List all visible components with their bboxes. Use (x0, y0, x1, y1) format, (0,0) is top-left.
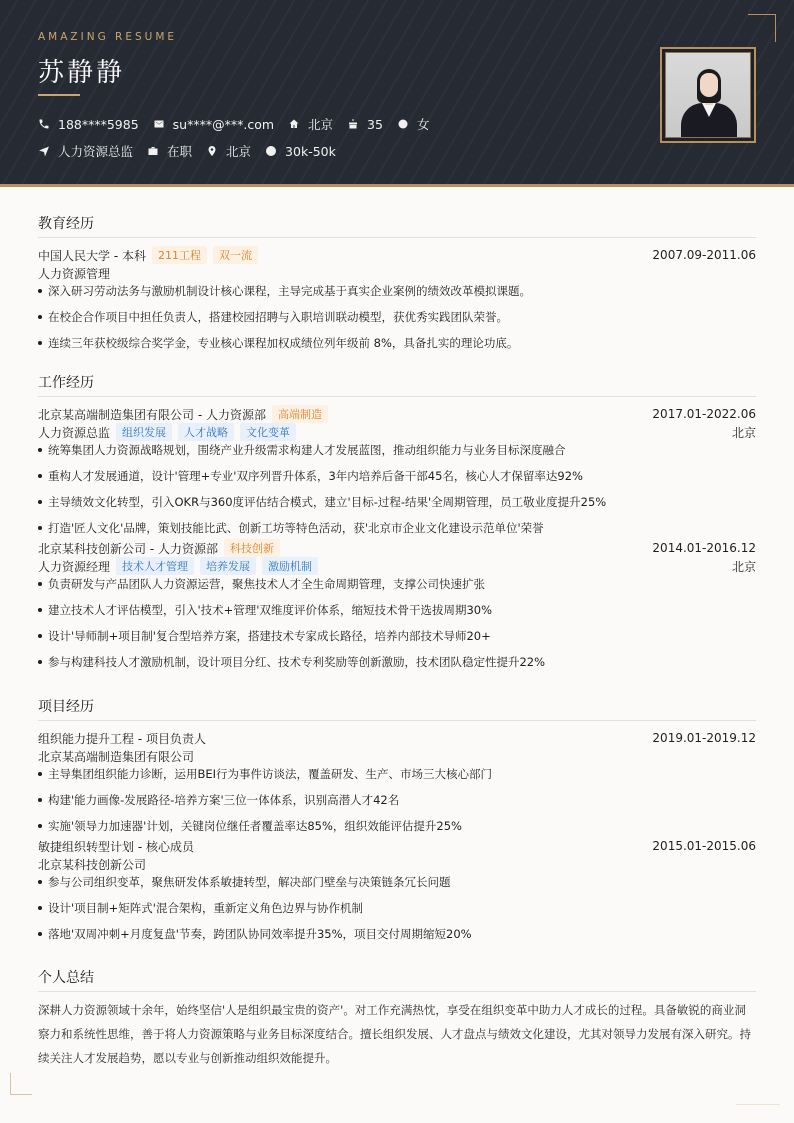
header-gold-line (0, 184, 794, 187)
phone-item: 188****5985 (38, 117, 139, 132)
project-company-row (38, 747, 756, 765)
list-item: 主导绩效文化转型，引入OKR与360度评估结合模式，建立'目标-过程-结果'全周期管理，员工敬业度提升25% (38, 493, 756, 519)
brand-text: AMAZING RESUME (38, 31, 178, 43)
target-position-item: 人力资源总监 (38, 142, 133, 160)
school-name: 中国人民大学 - 本科 (38, 248, 146, 263)
section-title: 个人总结 (38, 967, 756, 992)
mail-icon (153, 118, 165, 130)
email-item: su****@***.com (153, 117, 274, 132)
list-item: 主导集团组织能力诊断，运用BEI行为事件访谈法，覆盖研发、生产、市场三大核心部门 (38, 765, 756, 791)
location-icon (206, 145, 218, 157)
name-underline (38, 94, 80, 96)
projects-section (38, 696, 756, 951)
corner-decoration-bottom-right (736, 1104, 780, 1105)
section-title: 工作经历 (38, 372, 756, 397)
summary-text: 深耕人力资源领域十余年，始终坚信'人是组织最宝贵的资产'。对工作充满热忱，享受在组织变革中助力人才成长的过程。具备敏锐的商业洞察力和系统性思维，善于将人力资源策略与业务目标深度结合。擅长组织发展、人才盘点与绩效文化建设，尤其对领导力发展有深入研究。持续关注人才发展趋势，愿以专业与创新推动组织效能提升。 (38, 1003, 751, 1065)
phone-icon (38, 118, 50, 130)
company-name: 北京某科技创新公司 - 人力资源部 (38, 541, 218, 556)
job-position-row (38, 423, 756, 441)
salary-item: 30k-50k (265, 144, 336, 159)
contact-row (38, 115, 443, 133)
list-item: 在校企合作项目中担任负责人，搭建校园招聘与入职培训联动模型，获优秀实践团队荣誉。 (38, 308, 756, 334)
major: 人力资源管理 (38, 266, 111, 281)
candidate-name: 苏静静 (38, 58, 126, 88)
project-date: 2019.01-2019.12 (652, 731, 756, 745)
work-section (38, 372, 756, 679)
job-position-row (38, 557, 756, 575)
job-entry-header (38, 405, 756, 423)
cake-icon (347, 118, 359, 130)
education-bullets (38, 282, 756, 360)
status-item: 在职 (147, 142, 192, 160)
list-item: 设计'项目制+矩阵式'混合架构，重新定义角色边界与协作机制 (38, 899, 756, 925)
job-intent-row (38, 142, 350, 160)
education-date: 2007.09-2011.06 (652, 248, 756, 262)
list-item: 统筹集团人力资源战略规划，围绕产业升级需求构建人才发展蓝图，推动组织能力与业务目标深度融合 (38, 441, 756, 467)
project-bullets (38, 873, 756, 951)
profile-photo-frame (660, 47, 756, 143)
send-icon (38, 145, 50, 157)
job-city: 北京 (731, 425, 756, 440)
list-item: 实施'领导力加速器'计划，关键岗位继任者覆盖率达85%，组织效能评估提升25% (38, 817, 756, 837)
project-company: 北京某科技创新公司 (38, 857, 147, 872)
company-name: 北京某高端制造集团有限公司 - 人力资源部 (38, 407, 266, 422)
home-icon (288, 118, 300, 130)
list-item: 参与构建科技人才激励机制，设计项目分红、技术专利奖励等创新激励，技术团队稳定性提升22% (38, 653, 756, 679)
education-major-row (38, 264, 756, 282)
school-tag: 双一流 (213, 246, 258, 264)
project-company: 北京某高端制造集团有限公司 (38, 749, 195, 764)
industry-tag: 高端制造 (272, 405, 328, 423)
skill-tag: 组织发展 (116, 423, 172, 441)
target-city-item: 北京 (206, 142, 251, 160)
list-item: 负责研发与产品团队人力资源运营，聚焦技术人才全生命周期管理，支撑公司快速扩张 (38, 575, 756, 601)
project-name: 组织能力提升工程 - 项目负责人 (38, 731, 206, 746)
list-item: 构建'能力画像-发展路径-培养方案'三位一体体系，识别高潜人才42名 (38, 791, 756, 817)
project-company-row (38, 855, 756, 873)
list-item: 打造'匠人文化'品牌，策划技能比武、创新工坊等特色活动，获'北京市企业文化建设示范单位'荣誉 (38, 519, 756, 537)
summary-section (38, 967, 756, 1070)
briefcase-icon (147, 145, 159, 157)
hometown-item: 北京 (288, 115, 333, 133)
list-item: 设计'导师制+项目制'复合型培养方案，搭建技术专家成长路径，培养内部技术导师20+ (38, 627, 756, 653)
project-entry-header (38, 837, 756, 855)
skill-tag: 技术人才管理 (116, 557, 194, 575)
education-section (38, 213, 756, 360)
education-entry-header (38, 246, 756, 264)
job-date: 2017.01-2022.06 (652, 407, 756, 421)
project-name: 敏捷组织转型计划 - 核心成员 (38, 839, 194, 854)
project-date: 2015.01-2015.06 (652, 839, 756, 853)
job-position: 人力资源经理 (38, 559, 111, 574)
skill-tag: 人才战略 (178, 423, 234, 441)
money-icon (265, 145, 277, 157)
project-bullets (38, 765, 756, 837)
list-item: 连续三年获校级综合奖学金，专业核心课程加权成绩位列年级前 8%，具备扎实的理论功底。 (38, 334, 756, 360)
school-tag: 211工程 (152, 246, 207, 264)
job-bullets (38, 441, 756, 537)
profile-photo (665, 52, 751, 138)
job-bullets (38, 575, 756, 679)
list-item: 重构人才发展通道，设计'管理+专业'双序列晋升体系，3年内培养后备干部45名，核心人才保留率达92% (38, 467, 756, 493)
project-entry-header (38, 729, 756, 747)
gender-icon (397, 118, 409, 130)
industry-tag: 科技创新 (224, 539, 280, 557)
skill-tag: 激励机制 (262, 557, 318, 575)
age-item: 35 (347, 117, 383, 132)
job-city: 北京 (731, 559, 756, 574)
corner-decoration-bottom-left (10, 1073, 32, 1095)
list-item: 深入研习劳动法务与激励机制设计核心课程，主导完成基于真实企业案例的绩效改革模拟课题。 (38, 282, 756, 308)
list-item: 建立技术人才评估模型，引入'技术+管理'双维度评价体系，缩短技术骨干选拔周期30% (38, 601, 756, 627)
job-position: 人力资源总监 (38, 425, 111, 440)
list-item: 落地'双周冲刺+月度复盘'节奏，跨团队协同效率提升35%，项目交付周期缩短20% (38, 925, 756, 951)
section-title: 教育经历 (38, 213, 756, 238)
list-item: 参与公司组织变革，聚焦研发体系敏捷转型，解决部门壁垒与决策链条冗长问题 (38, 873, 756, 899)
section-title: 项目经历 (38, 696, 756, 721)
gender-item: 女 (397, 115, 430, 133)
job-entry-header (38, 539, 756, 557)
skill-tag: 文化变革 (240, 423, 296, 441)
skill-tag: 培养发展 (200, 557, 256, 575)
corner-decoration-top-right (748, 14, 776, 42)
job-date: 2014.01-2016.12 (652, 541, 756, 555)
